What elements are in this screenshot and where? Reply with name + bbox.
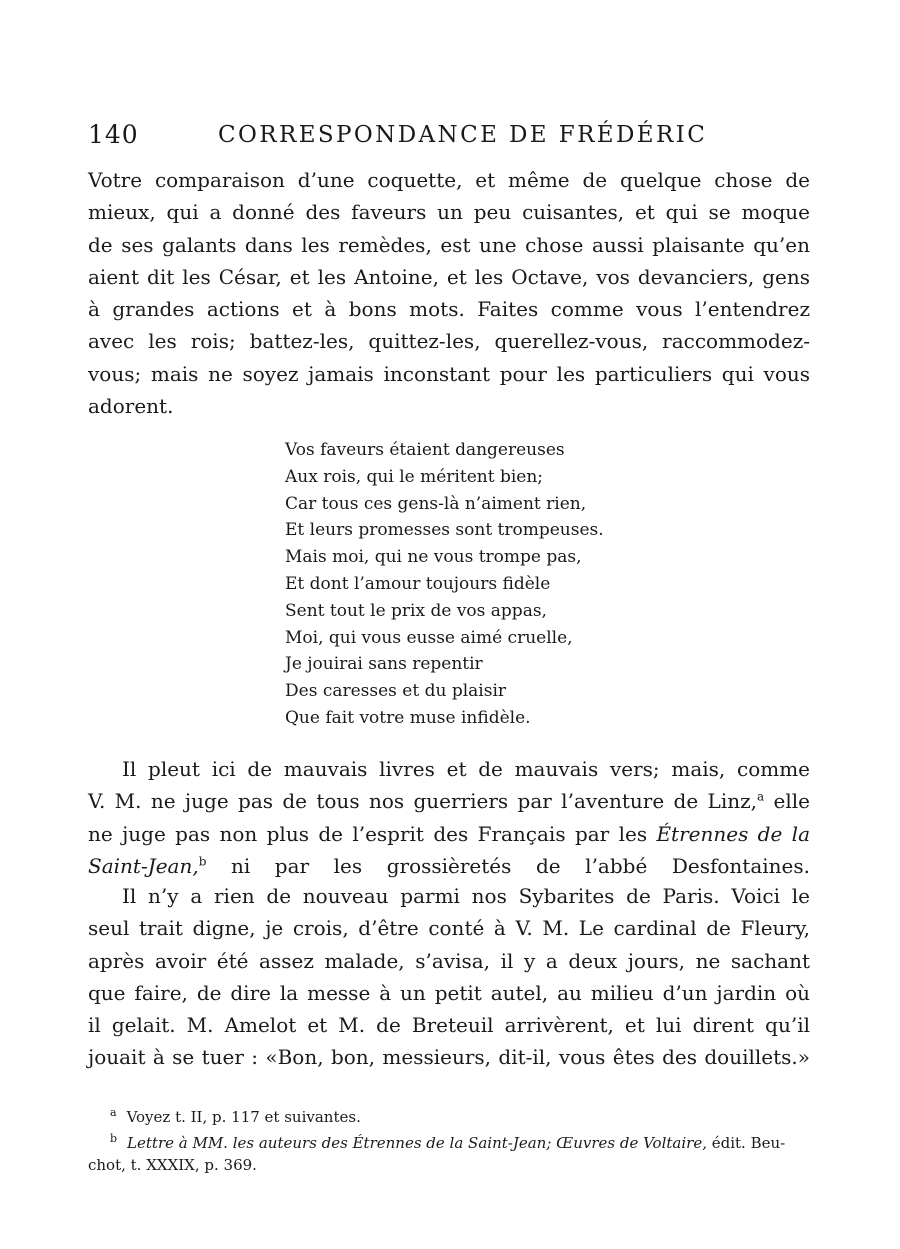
verse-line: Des caresses et du plaisir [285, 681, 507, 702]
text-line: il gelait. M. Amelot et M. de Breteuil arrivèrent, et lui dirent qu’il [88, 1013, 810, 1038]
footnote-ref-b: b [198, 854, 207, 869]
footnote-b-continued: chot, t. XXXIX, p. 369. [88, 1156, 257, 1174]
text-line: Il n’y a rien de nouveau parmi nos Sybarites de Paris. Voici le [122, 884, 810, 908]
text-line: mieux, qui a donné des faveurs un peu cuisantes, et qui se moque [88, 200, 810, 225]
text-line: adorent. [88, 394, 174, 419]
italic-title: Étrennes de la [656, 821, 810, 846]
text-line: avec les rois; battez-les, quittez-les, querellez-vous, raccommodez- [88, 329, 810, 354]
verse-line: Moi, qui vous eusse aimé cruelle, [285, 627, 573, 648]
running-title: CORRESPONDANCE DE FRÉDÉRIC [218, 122, 708, 148]
text-line: jouait à se tuer : «Bon, bon, messieurs, dit-il, vous êtes des douillets.» [88, 1045, 810, 1070]
text-line: de ses galants dans les remèdes, est une chose aussi plaisante qu’en [88, 232, 810, 257]
text-line: aient dit les César, et les Antoine, et les Octave, vos devanciers, gens [88, 264, 810, 289]
footnote-mark: a [110, 1106, 117, 1119]
footnote-ref-a: a [757, 789, 765, 804]
verse-line: Car tous ces gens-là n’aiment rien, [285, 493, 587, 514]
footnote-text: édit. Beu- [706, 1134, 786, 1152]
text-line [88, 785, 810, 817]
text-line: seul trait digne, je crois, d’être conté à V. M. Le cardinal de Fleury, [88, 916, 810, 941]
verse-line: Et leurs promesses sont trompeuses. [285, 520, 604, 541]
footnote-text: Voyez t. II, p. 117 et suivantes. [126, 1108, 361, 1126]
text-line: Il pleut ici de mauvais livres et de mauvais vers; mais, comme [122, 757, 810, 781]
footnote-mark: b [110, 1132, 118, 1145]
text-line: Votre comparaison d’une coquette, et même de quelque chose de [88, 168, 810, 192]
verse-line: Aux rois, qui le méritent bien; [285, 466, 543, 487]
footnotes [88, 1102, 804, 1176]
page-header [88, 120, 808, 152]
text-line [88, 850, 810, 882]
text-line: vous; mais ne soyez jamais inconstant pour les particuliers qui vous [88, 361, 810, 386]
verse-line: Sent tout le prix de vos appas, [285, 600, 547, 621]
verse-line: Que fait votre muse infidèle. [285, 707, 531, 728]
verse-line: Et dont l’amour toujours fidèle [285, 573, 551, 594]
paragraph-2 [88, 753, 810, 882]
italic-title: Saint-Jean, [88, 853, 199, 878]
verse-line: Je jouirai sans repentir [285, 654, 483, 675]
text-segment: V. M. ne juge pas de tous nos guerriers par l’aventure de Linz, [88, 789, 758, 814]
paragraph-3 [88, 880, 810, 1074]
text-line: que faire, de dire la messe à un petit autel, au milieu d’un jardin où [88, 980, 810, 1005]
page-number: 140 [88, 120, 139, 149]
verse-block [285, 437, 645, 732]
footnote-a [88, 1102, 804, 1128]
verse-line: Mais moi, qui ne vous trompe pas, [285, 547, 582, 568]
paragraph-1 [88, 164, 810, 422]
text-segment: ni par les grossièretés de l’abbé Desfontaines. [206, 853, 810, 878]
text-segment: elle [764, 789, 810, 814]
footnote-italic: Lettre à MM. les auteurs des Étrennes de la Saint-Jean; Œuvres de Voltaire, [127, 1134, 707, 1152]
text-line [88, 818, 810, 850]
text-line: après avoir été assez malade, s’avisa, il y a deux jours, ne sachant [88, 948, 810, 973]
footnote-b [88, 1128, 804, 1154]
verse-line: Vos faveurs étaient dangereuses [285, 440, 565, 460]
text-line: à grandes actions et à bons mots. Faites comme vous l’entendrez [88, 297, 810, 322]
text-segment: ne juge pas non plus de l’esprit des Français par les [88, 821, 657, 846]
